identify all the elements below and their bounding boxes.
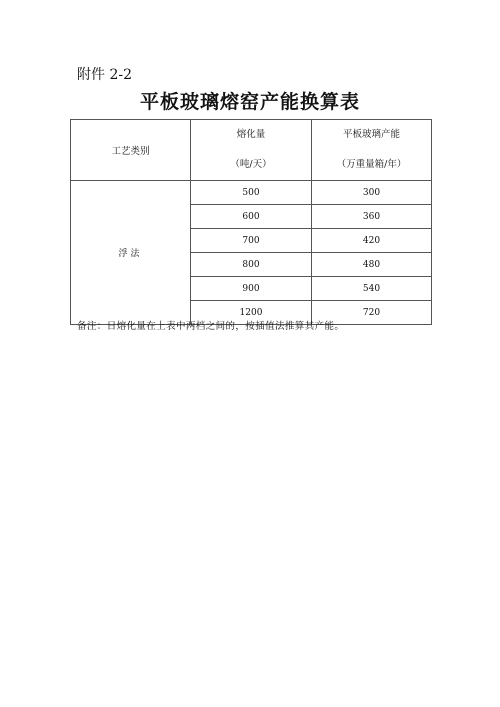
melt-value-cell: 800 [191, 253, 312, 277]
footnote: 备注：日熔化量在上表中两档之间的，按插值法推算其产能。 [77, 321, 345, 332]
header-melt-capacity-unit: （吨/天） [230, 159, 272, 170]
capacity-value-cell: 480 [312, 253, 432, 277]
capacity-value-cell: 420 [312, 229, 432, 253]
page-title: 平板玻璃熔窑产能换算表 [139, 91, 360, 113]
capacity-value-cell: 360 [312, 205, 432, 229]
melt-value-cell: 1200 [191, 301, 312, 325]
header-melt-capacity-title: 熔化量 [236, 129, 266, 140]
capacity-value-cell: 540 [312, 277, 432, 301]
capacity-value-cell: 300 [312, 181, 432, 205]
process-type-value: 浮法 [118, 249, 143, 259]
header-glass-capacity-title: 平板玻璃产能 [342, 129, 400, 140]
capacity-value-cell: 720 [312, 301, 432, 325]
header-process-type [71, 120, 191, 181]
melt-value-cell: 500 [191, 181, 312, 205]
table-row [71, 181, 432, 205]
header-glass-capacity-unit: （万重量箱/年） [336, 159, 407, 170]
attachment-label: 附件 2-2 [77, 67, 132, 83]
melt-value-cell: 900 [191, 277, 312, 301]
header-glass-capacity [312, 120, 432, 181]
header-process-type-label: 工艺类别 [111, 146, 150, 157]
header-melt-capacity [191, 120, 312, 181]
melt-value-cell: 600 [191, 205, 312, 229]
melt-value-cell: 700 [191, 229, 312, 253]
capacity-conversion-table [70, 119, 432, 325]
table-header-row [71, 120, 432, 181]
process-type-cell [71, 181, 191, 325]
